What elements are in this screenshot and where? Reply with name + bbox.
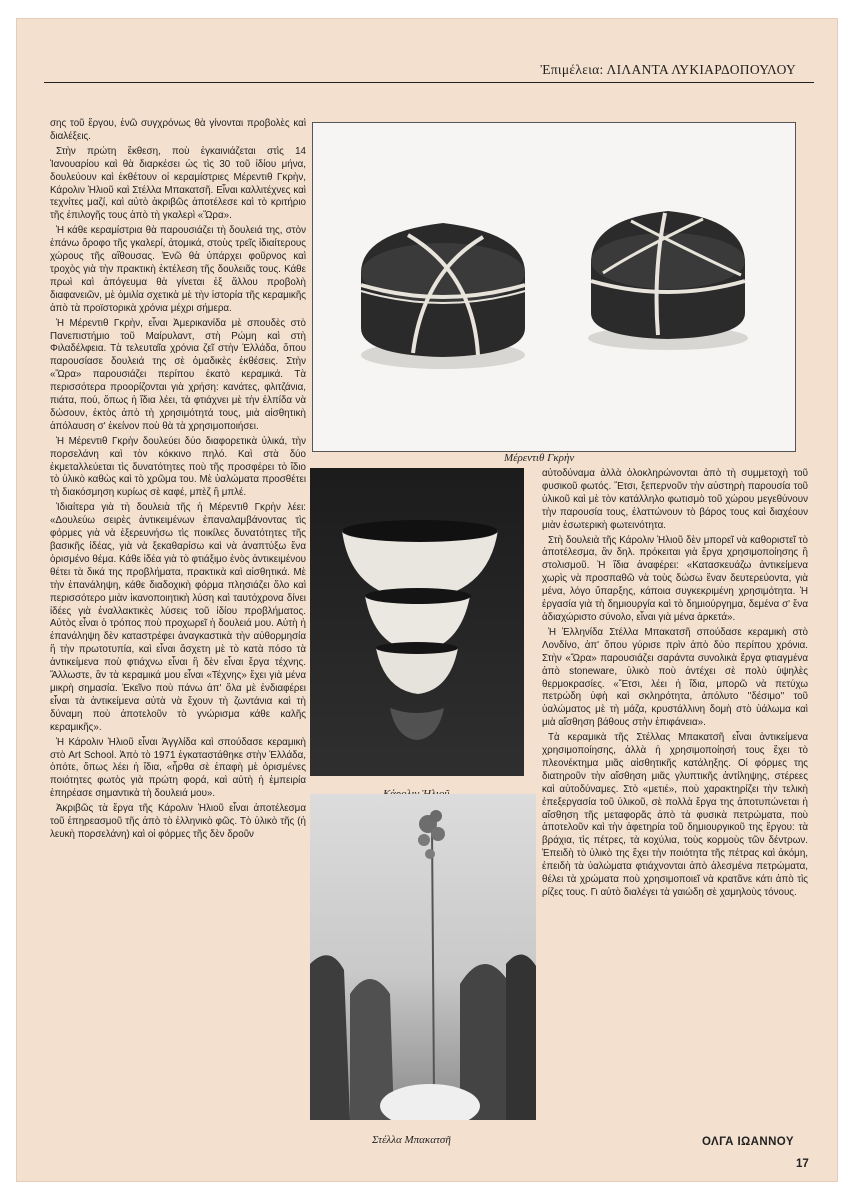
magazine-page bbox=[16, 18, 838, 1182]
caption-mpakatsi: Στέλλα Μπακατσῆ bbox=[372, 1134, 451, 1146]
photo-iliou-porcelain-bowls bbox=[310, 468, 524, 776]
right-column-text bbox=[542, 468, 808, 1108]
paragraph: Ἀκριβῶς τὰ ἔργα τῆς Κάρολιν Ἡλιοῦ εἶναι ἀποτέλεσμα τοῦ ἐπηρεασμοῦ τῆς ἀπὸ τὸ ἑλληνικὸ φῶς. Τὸ ὑλικὸ τῆς (ἡ λευκὴ πορσελάνη) καὶ οἱ φόρμες τῆς δὲν δροῦν bbox=[50, 803, 306, 840]
paragraph: Ἡ κάθε κεραμίστρια θὰ παρουσιάζει τὴ δουλειά της, στὸν ἐπάνω ὄροφο τῆς γκαλερί, ἀτομικά, στοὺς τρεῖς ἰδιαίτερους χώρους τῆς αἴθουσας. Ἐνῶ θὰ ὑπάρχει φοῦρνος καὶ τροχὸς γιὰ τὴν πρακτικὴ ἐκτέλεση τῆς δουλειᾶς τους. Κάθε πρωὶ καὶ ἀπόγευμα θὰ γίνεται ἐξ ἄλλου προβολὴ διαφανειῶν, μὲ ὁμιλία σχετικὰ μὲ τὴν ἱστορία τῆς κεραμικῆς ἀπὸ τὰ προϊστορικὰ χρόνια μέχρι σήμερα. bbox=[50, 225, 306, 314]
paragraph: Στὴ δουλειὰ τῆς Κάρολιν Ἡλιοῦ δὲν μπορεῖ νὰ καθοριστεῖ τὸ ἀποτέλεσμα, ἂν δηλ. πρόκειται γιὰ ἔργα χρησιμοποίησης ἢ στολισμοῦ. Ἡ ἴδια ἀναφέρει: «Κατασκευάζω ἀντικείμενα χωρὶς νὰ προσπαθῶ νὰ τοὺς δώσω ἕναν δευτερεύοντα, γιὰ μένα, λόγο ὕπαρξης, κάποια συγκεκριμένη χρησιμότητα. Ἡ ἐργασία γιὰ τὴ δημιουργία καὶ τὸ δημιούργημα, δεμένα σ' ἕνα ἀδιαχώριστο σύνολο, εἶναι γιὰ μένα ἀρκετά». bbox=[542, 534, 808, 623]
paragraph: Ἡ Μέρεντιθ Γκρὴν δουλεύει δύο διαφορετικὰ ὑλικά, τὴν πορσελάνη καὶ τὸν κόκκινο πηλό. Καὶ στὰ δύο ἐκμεταλλεύεται τὶς δυνατότητες ποὺ τῆς προσφέρει τὸ ἴδιο τὸ ὑλικὸ καθὼς καὶ τὸ χρῶμα του. Μὲ ὑαλώματα προσθέτει τὴ διακόσμηση κυρίως σὲ καφέ, μπὲζ ἢ μπλέ. bbox=[50, 435, 306, 499]
header-rule bbox=[44, 82, 814, 83]
caption-green: Μέρεντιθ Γκρὴν bbox=[504, 452, 575, 464]
curator-credit: Ἐπιμέλεια: ΛΙΛΑΝΤΑ ΛΥΚΙΑΡΔΟΠΟΥΛΟΥ bbox=[540, 62, 796, 77]
photo-mpakatsi-vase bbox=[310, 794, 536, 1120]
photo-green-ceramic-jars bbox=[312, 122, 796, 452]
paragraph: Ἡ Κάρολιν Ἡλιοῦ εἶναι Ἀγγλίδα καὶ σπούδασε κεραμικὴ στὸ Art School. Ἀπὸ τὸ 1971 ἐγκαταστάθηκε στὴν Ἑλλάδα, ὁπότε, ὅπως λέει ἡ ἴδια, «ἦρθα σὲ ἐπαφὴ μὲ ὁρισμένες ποιότητες φωτὸς γιὰ πρώτη φορά, καὶ αὐτὴ ἡ ἐμπειρία ἐπηρέασε σημαντικὰ τὴ δουλειά μου». bbox=[50, 736, 306, 800]
left-column-text bbox=[50, 118, 306, 1148]
paragraph: Ἡ Μέρεντιθ Γκρὴν, εἶναι Ἀμερικανίδα μὲ σπουδὲς στὸ Πανεπιστήμιο τοῦ Μαίρυλαντ, στὴ Ρώμη καὶ στὴ Φιλαδέλφεια. Τὰ τελευταῖα χρόνια ζεῖ στὴν Ἑλλάδα, ὅπου παρουσίασε δουλειά της σὲ ὁμαδικὲς ἐκθέσεις. Στὴν «Ὥρα» παρουσιάζει περίπου ἑκατὸ κεραμικά. Τὰ περισσότερα προορίζονται γιὰ χρήση: κανάτες, φλιτζάνια, πιάτα, πού, ὅπως ἡ ἴδια λέει, τὰ φτιάχνει μὲ τὴν ἐλπίδα νὰ δώσουν, ἐκτὸς ἀπὸ τὴ χρησιμότητά τους, μιὰ αἰσθητικὴ ἀπόλαυση σ' ἐκείνον ποὺ θὰ τὰ χρησιμοποιήσει. bbox=[50, 317, 306, 432]
page-number: 17 bbox=[796, 1158, 809, 1170]
paragraph: Ἰδιαίτερα γιὰ τὴ δουλειὰ τῆς ἡ Μέρεντιθ Γκρὴν λέει: «Δουλεύω σειρὲς ἀντικειμένων ἐπαναλαμβάνοντας τὶς φόρμες γιὰ νὰ ἐξερευνήσω τὶς ποικίλες δυνατότητες τῆς βασικῆς ἰδέας, γιὰ νὰ ξεκαθαρίσω καὶ νὰ ἀναπτύξω ἕνα ὁρισμένο θέμα. Κάθε ἰδέα γιὰ τὸ φτιάξιμο ἑνὸς ἀντικειμένου θέτει τὰ δικά της προβλήματα, πρακτικὰ καὶ αἰσθητικά. Μὲ τὴν ἐπανάληψη, κάθε διαδοχικὴ φόρμα πλησιάζει ὅλο καὶ περισσότερο μιὰν ἱκανοποιητικὴ λύση καὶ ταυτόχρονα δίνει ἰδέες γιὰ ἐναλλακτικὲς λύσεις τοῦ ἰδίου προβλήματος. Αὐτὸς εἶναι ὁ τρόπος ποὺ προχωρεῖ ἡ δουλειά μου. Αὐτὴ ἡ ἐπανάληψη δὲν καταστρέφει ἀναγκαστικὰ τὴν αὐθορμησία ἢ τὴν πρωτοτυπία, καὶ εἶναι ἄσχετη μὲ τὸ κατὰ πόσο τὰ ἀντικείμενα ποὺ φτιάχνω εἶναι ἢ δὲν εἶναι ἔργα τέχνης. Ἄλλωστε, ἂν τὰ κεραμικά μου εἶναι «Τέχνης» ἔχει γιὰ μένα μικρὴ σημασία. Ἐκεῖνο ποὺ πάνω ἀπ' ὅλα μὲ ἐνδιαφέρει εἶναι τὰ ἀντικείμενα αὐτὰ νὰ ἔχουν τὴ ζωντάνια καὶ τὴ δύναμη ποὺ ἀποτελοῦν τὸ γνώρισμα κάθε καλῆς κεραμικῆς». bbox=[50, 502, 306, 733]
paragraph: Τὰ κεραμικὰ τῆς Στέλλας Μπακατσῆ εἶναι ἀντικείμενα χρησιμοποίησης, ἀλλὰ ἡ χρησιμοποίησή τους ἔχει τὸ πλεονέκτημα μιᾶς αἰσθητικῆς κατάληξης. Οἱ φόρμες της διατηροῦν τὴν αἴσθηση μιᾶς γλυπτικῆς ἀντίληψης, στέρεες καὶ αὐτοδύναμες. Στὸ «μετιέ», ποὺ χαρακτηρίζει τὴν τελικὴ ἐπεξεργασία τοῦ ὑλικοῦ, σὲ πολλὰ ἔργα της ἀποτυπώνεται ἡ αἴσθηση τῆς μεταφορᾶς ἀπὸ τὰ φυσικὰ πετρώματα, ποὺ ἀποτελοῦν καὶ τὴν ἀφετηρία τοῦ δημιουργικοῦ της ἔργου: τὰ βράχια, τὶς πέτρες, τὰ κοχύλια, τοὺς κορμοὺς τῶν δέντρων. Ἐπειδὴ τὸ ὑλικὸ της ἔχει τὴν ποιότητα τῆς πέτρας καὶ ἀκόμη, ἐπειδὴ τὰ ὑαλώματα φτιάχνονται ἀπὸ ἀλεσμένα πετρώματα, θέλει τὰ χρώματα ποὺ χρησιμοποιεῖ νὰ κρατᾶνε κάτι ἀπὸ τὶς ρίζες τους. Γι αὐτὸ διαλέγει τὰ γαιώδη σὲ χαμηλοὺς τόνους. bbox=[542, 732, 808, 898]
paragraph: αὐτοδύναμα ἀλλὰ ὁλοκληρώνονται ἀπὸ τὴ συμμετοχὴ τοῦ φυσικοῦ φωτός. Ἔτσι, ξεπερνοῦν τὴν αὐστηρὴ παρουσία τοῦ ὑλικοῦ καὶ μὲ τὸν κατάλληλο φωτισμὸ τοῦ χώρου μεγεθύνουν τὴν παρουσία τους, ἐλαττώνουν τὸ βάρος τους καὶ διαχέουν μιὰν ἐσωτερικὴ φωτεινότητα. bbox=[542, 468, 808, 531]
paragraph: Ἡ Ἑλληνίδα Στέλλα Μπακατσῆ σπούδασε κεραμικὴ στὸ Λονδίνο, ἀπ' ὅπου γύρισε πρὶν ἀπὸ δύο περίπου χρόνια. Στὴν «Ὥρα» παρουσιάζει σαράντα συνολικὰ ἔργα φτιαγμένα ἀπὸ stoneware, ὑλικὸ ποὺ ἀντέχει σὲ πολὺ ὑψηλὲς θερμοκρασίες. «Ἔτσι, λέει ἡ ἴδια, μπορῶ νὰ πετύχω πετρώδη ὑφὴ καὶ σκληρότητα, ἀπόλυτο ''δέσιμο'' τοῦ ὑαλώματος μὲ τὴ μάζα, κρυστάλλινη δομὴ στὸ ὑάλωμα καὶ μιὰ αἴσθηση βάθους στὴν ἐπιφάνεια». bbox=[542, 626, 808, 729]
paragraph: σης τοῦ ἔργου, ἐνῶ συγχρόνως θὰ γίνονται προβολὲς καὶ διαλέξεις. bbox=[50, 118, 306, 142]
paragraph: Στὴν πρώτη ἔκθεση, ποὺ ἐγκαινιάζεται στὶς 14 Ἰανουαρίου καὶ θὰ διαρκέσει ὡς τὶς 30 τοῦ ἰδίου μήνα, δουλεύουν καὶ ἐκθέτουν οἱ κεραμίστριες Μέρεντιθ Γκρὴν, Κάρολιν Ἡλιοῦ καὶ Στέλλα Μπακατσῆ. Εἶναι καλλιτέχνες καὶ τεχνίτες μαζί, καὶ αὐτὸ ἀκριβῶς ἀποτέλεσε καὶ τὸ κριτήριο τῆς ἐπιλογῆς τους ἀπὸ τὴ γκαλερὶ «Ὥρα». bbox=[50, 145, 306, 222]
author-signature: ΟΛΓΑ ΙΩΑΝΝΟΥ bbox=[702, 1136, 794, 1148]
